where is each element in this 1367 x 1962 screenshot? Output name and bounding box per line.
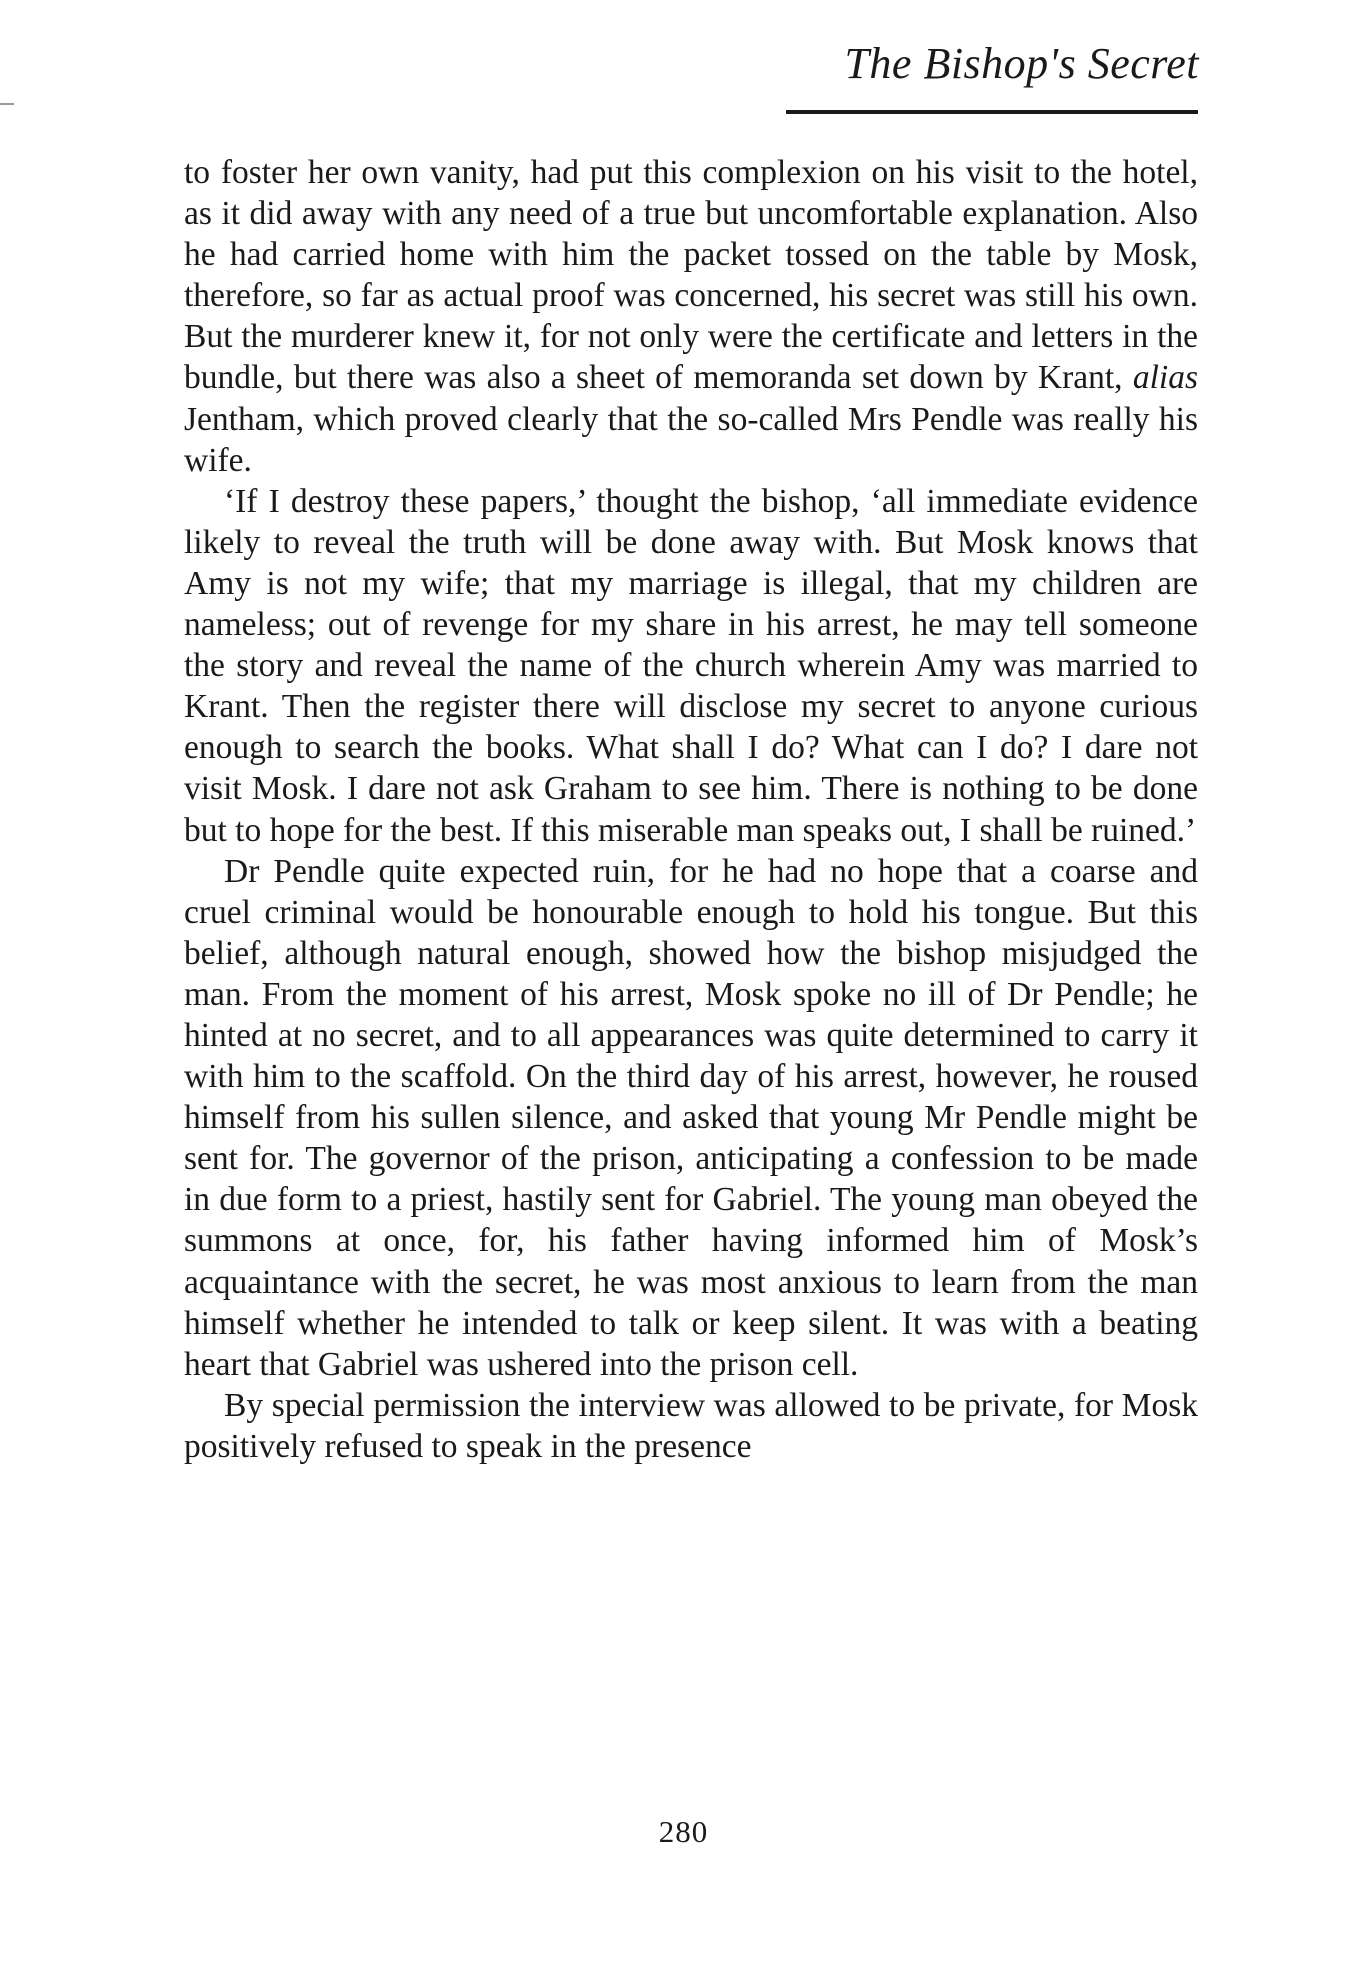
margin-mark [0,103,14,105]
paragraph-1-italic: alias [1132,359,1198,397]
running-head: The Bishop's Secret [844,39,1199,88]
page-number: 280 [658,1814,709,1849]
paragraph-1 [184,152,1198,481]
paragraph-2: ‘If I destroy these papers,’ thought the bishop, ‘all immediate evidence likely to reveal the truth will be done away with. But Mosk knows that Amy is not my wife; that my marriage is illegal, that my children are nameless; out of revenge for my share in his arrest, he may tell someone the story and reveal the name of the church wherein Amy was married to Krant. Then the register there will disclose my secret to anyone curious enough to search the books. What shall I do? What can I do? I dare not visit Mosk. I dare not ask Graham to see him. There is nothing to be done but to hope for the best. If this miserable man speaks out, I shall be ruined.’ [184,482,1198,849]
paragraph-4: By special permission the interview was allowed to be private, for Mosk positively refused to speak in the presence [184,1386,1198,1465]
paragraph-3: Dr Pendle quite expected ruin, for he had no hope that a coarse and cruel criminal would be honourable enough to hold his tongue. But this belief, although natural enough, showed how the bishop misjudged the man. From the moment of his arrest, Mosk spoke no ill of Dr Pendle; he hinted at no secret, and to all appearances was quite determined to carry it with him to the scaffold. On the third day of his arrest, however, he roused himself from his sullen silence, and asked that young Mr Pendle might be sent for. The governor of the prison, anticipating a confession to be made in due form to a priest, hastily sent for Gabriel. The young man obeyed the summons at once, for, his father having informed him of Mosk’s acquaintance with the secret, he was most anxious to learn from the man himself whether he intended to talk or keep silent. It was with a beating heart that Gabriel was ushered into the prison cell. [184,852,1198,1383]
paragraph-1-text-a: to foster her own vanity, had put this complexion on his visit to the hotel, as it did away with any need of a true but uncomfortable explanation. Also he had carried home with him the packet tossed on the table by Mosk, therefore, so far as actual proof was concerned, his secret was still his own. But the murderer knew it, for not only were the certificate and letters in the bundle, but there was also a sheet of memoranda set down by Krant, [184,154,1198,397]
body-text [184,152,1198,1467]
header-rule [786,110,1198,114]
paragraph-1-text-b: Jentham, which proved clearly that the so-called Mrs Pendle was really his wife. [184,400,1198,479]
